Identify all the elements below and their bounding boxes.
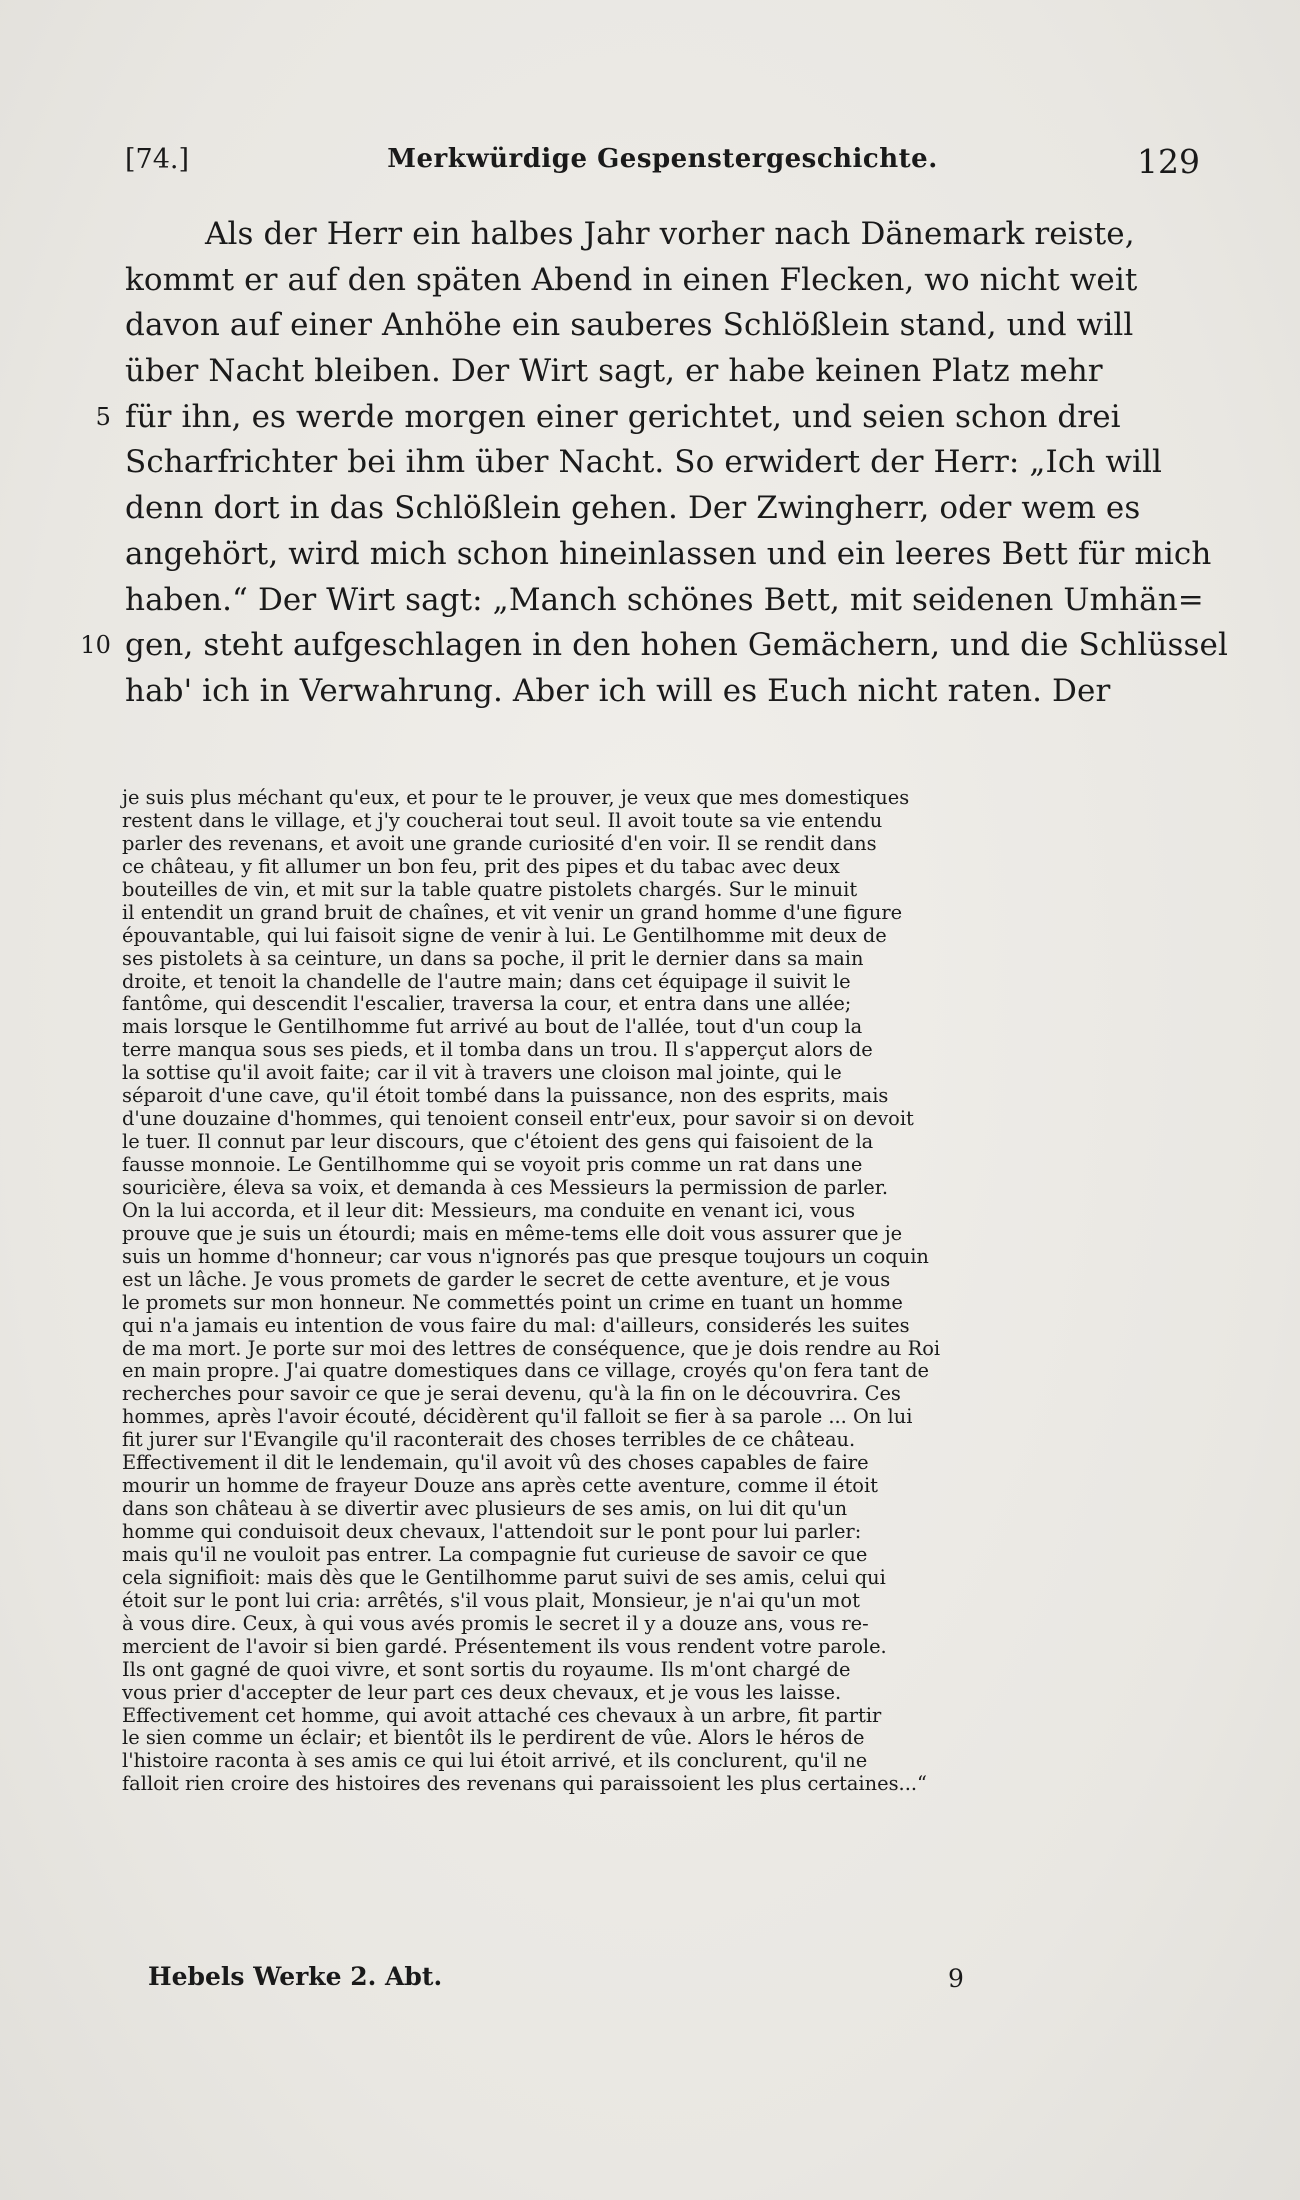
french-line: fit jurer sur l'Evangile qu'il raconterait des choses terribles de ce château. bbox=[122, 1428, 856, 1452]
german-line-text: angehört, wird mich schon hineinlassen und ein leeres Bett für mich bbox=[125, 535, 1212, 572]
page-footer bbox=[148, 1962, 1048, 2002]
german-line bbox=[125, 532, 1212, 578]
page-header bbox=[125, 138, 1200, 188]
french-line: la sottise qu'il avoit faite; car il vit à travers une cloison mal jointe, qui le bbox=[122, 1061, 842, 1085]
french-line: mourir un homme de frayeur Douze ans après cette aventure, comme il étoit bbox=[122, 1474, 878, 1498]
german-line bbox=[95, 395, 1200, 441]
french-line: le promets sur mon honneur. Ne commettés point un crime en tuant un homme bbox=[122, 1290, 903, 1314]
french-line: fausse monnoie. Le Gentilhomme qui se voyoit pris comme un rat dans une bbox=[122, 1153, 863, 1176]
french-line: cela signifioit: mais dès que le Gentilhomme parut suivi de ses amis, celui qui bbox=[122, 1565, 886, 1589]
sheet-number: 9 bbox=[948, 1964, 964, 1993]
french-line: qui n'a jamais eu intention de vous faire du mal: d'ailleurs, considerés les suites bbox=[122, 1313, 910, 1337]
german-line bbox=[125, 349, 1200, 395]
french-line: Ils ont gagné de quoi vivre, et sont sortis du royaume. Ils m'ont chargé de bbox=[122, 1657, 851, 1681]
german-line-text: davon auf einer Anhöhe ein sauberes Schlößlein stand, und will bbox=[125, 307, 1134, 344]
german-line-text: denn dort in das Schlößlein gehen. Der Zwingherr, oder wem es bbox=[125, 490, 1141, 527]
german-line bbox=[125, 578, 1204, 624]
page-number: 129 bbox=[1137, 142, 1200, 181]
french-line: souricière, éleva sa voix, et demanda à ces Messieurs la permission de parler. bbox=[122, 1175, 889, 1199]
left-folio-number: [74.] bbox=[125, 144, 190, 175]
french-line: droite, et tenoit la chandelle de l'autre main; dans cet équipage il suivit le bbox=[122, 969, 851, 993]
french-line: homme qui conduisoit deux chevaux, l'attendoit sur le pont pour lui parler: bbox=[122, 1520, 862, 1543]
french-line: Effectivement il dit le lendemain, qu'il avoit vû des choses capables de faire bbox=[122, 1451, 869, 1475]
german-line-text: für ihn, es werde morgen einer gerichtet, und seien schon drei bbox=[125, 398, 1121, 435]
french-line: de ma mort. Je porte sur moi des lettres de conséquence, que je dois rendre au Roi bbox=[122, 1336, 941, 1360]
french-line: suis un homme d'honneur; car vous n'ignorés pas que presque toujours un coquin bbox=[122, 1244, 929, 1268]
french-line: vous prier d'accepter de leur part ces deux chevaux, et je vous les laisse. bbox=[122, 1680, 842, 1704]
french-line: falloit rien croire des histoires des revenans qui paraissoient les plus certaines...“ bbox=[122, 1772, 927, 1796]
french-line: d'une douzaine d'hommes, qui tenoient conseil entr'eux, pour savoir si on devoit bbox=[122, 1107, 914, 1131]
french-line: recherches pour savoir ce que je serai devenu, qu'à la fin on le découvrira. Ces bbox=[122, 1382, 901, 1406]
german-line-text: über Nacht bleiben. Der Wirt sagt, er habe keinen Platz mehr bbox=[125, 353, 1103, 390]
french-line: mais qu'il ne vouloit pas entrer. La compagnie fut curieuse de savoir ce que bbox=[122, 1542, 868, 1566]
french-line: en main propre. J'ai quatre domestiques dans ce village, croyés qu'on fera tant de bbox=[122, 1359, 929, 1383]
german-line-text: haben.“ Der Wirt sagt: „Manch schönes Bett, mit seidenen Umhän= bbox=[125, 581, 1204, 618]
french-line: à vous dire. Ceux, à qui vous avés promis le secret il y a douze ans, vous re- bbox=[122, 1611, 869, 1635]
french-line: le sien comme un éclair; et bientôt ils le perdirent de vûe. Alors le héros de bbox=[122, 1726, 865, 1750]
german-line-text: hab' ich in Verwahrung. Aber ich will es Euch nicht raten. Der bbox=[125, 672, 1111, 709]
french-line: le tuer. Il connut par leur discours, que c'étoient des gens qui faisoient de la bbox=[122, 1130, 874, 1154]
french-line: fantôme, qui descendit l'escalier, traversa la cour, et entra dans une allée; bbox=[122, 992, 852, 1016]
french-line: mais lorsque le Gentilhomme fut arrivé au bout de l'allée, tout d'un coup la bbox=[122, 1015, 863, 1039]
french-line: Effectivement cet homme, qui avoit attaché ces chevaux à un arbre, fit partir bbox=[122, 1703, 882, 1727]
french-line: je suis plus méchant qu'eux, et pour te le prouver, je veux que mes domestiques bbox=[122, 786, 910, 809]
french-line: bouteilles de vin, et mit sur la table quatre pistolets chargés. Sur le minuit bbox=[122, 877, 858, 901]
german-line bbox=[80, 623, 1228, 669]
french-line: On la lui accorda, et il leur dit: Messieurs, ma conduite en venant ici, vous bbox=[122, 1198, 856, 1222]
german-line-text: gen, steht aufgeschlagen in den hohen Gemächern, und die Schlüssel bbox=[125, 627, 1228, 664]
french-line: il entendit un grand bruit de chaînes, et vit venir un grand homme d'une figure bbox=[122, 900, 903, 924]
german-line bbox=[125, 486, 1200, 532]
french-line: mercient de l'avoir si bien gardé. Présentement ils vous rendent votre parole. bbox=[122, 1634, 887, 1658]
french-line: restent dans le village, et j'y coucherai tout seul. Il avoit toute sa vie entendu bbox=[122, 808, 883, 832]
french-line: séparoit d'une cave, qu'il étoit tombé dans la puissance, non des esprits, mais bbox=[122, 1084, 889, 1108]
french-line: hommes, après l'avoir écouté, décidèrent qu'il falloit se fier à sa parole ... On lui bbox=[122, 1405, 913, 1429]
line-number: 10 bbox=[80, 631, 111, 660]
french-line: dans son château à se divertir avec plusieurs de ses amis, on lui dit qu'un bbox=[122, 1497, 848, 1521]
french-line: ce château, y fit allumer un bon feu, prit des pipes et du tabac avec deux bbox=[122, 854, 840, 878]
french-line: épouvantable, qui lui faisoit signe de venir à lui. Le Gentilhomme mit deux de bbox=[122, 923, 887, 947]
german-line-text: Als der Herr ein halbes Jahr vorher nach Dänemark reiste, bbox=[205, 216, 1135, 252]
french-line: parler des revenans, et avoit une grande curiosité d'en voir. Il se rendit dans bbox=[122, 831, 877, 855]
german-line bbox=[125, 669, 1200, 715]
line-number: 5 bbox=[95, 402, 111, 431]
german-line-text: Scharfrichter bei ihm über Nacht. So erwidert der Herr: „Ich will bbox=[125, 444, 1163, 481]
french-line: étoit sur le pont lui cria: arrêtés, s'il vous plait, Monsieur, je n'ai qu'un mot bbox=[122, 1588, 860, 1612]
german-text-block bbox=[80, 212, 1228, 715]
french-line: ses pistolets à sa ceinture, un dans sa poche, il prit le dernier dans sa main bbox=[122, 946, 864, 970]
running-title: Merkwürdige Gespenstergeschichte. bbox=[387, 144, 938, 174]
german-line bbox=[125, 440, 1200, 486]
french-note-block bbox=[122, 787, 1190, 1796]
german-line bbox=[125, 303, 1200, 349]
french-line: prouve que je suis un étourdi; mais en même-tems elle doit vous assurer que je bbox=[122, 1221, 903, 1245]
french-line: l'histoire raconta à ses amis ce qui lui étoit arrivé, et ils conclurent, qu'il ne bbox=[122, 1749, 868, 1773]
french-line: est un lâche. Je vous promets de garder le secret de cette aventure, et je vous bbox=[122, 1267, 891, 1291]
german-line-text: kommt er auf den späten Abend in einen Flecken, wo nicht weit bbox=[125, 261, 1138, 298]
french-line: terre manqua sous ses pieds, et il tomba dans un trou. Il s'apperçut alors de bbox=[122, 1038, 873, 1062]
german-line bbox=[125, 212, 1200, 258]
printer-signature: Hebels Werke 2. Abt. bbox=[148, 1962, 443, 1991]
german-line bbox=[125, 258, 1200, 304]
